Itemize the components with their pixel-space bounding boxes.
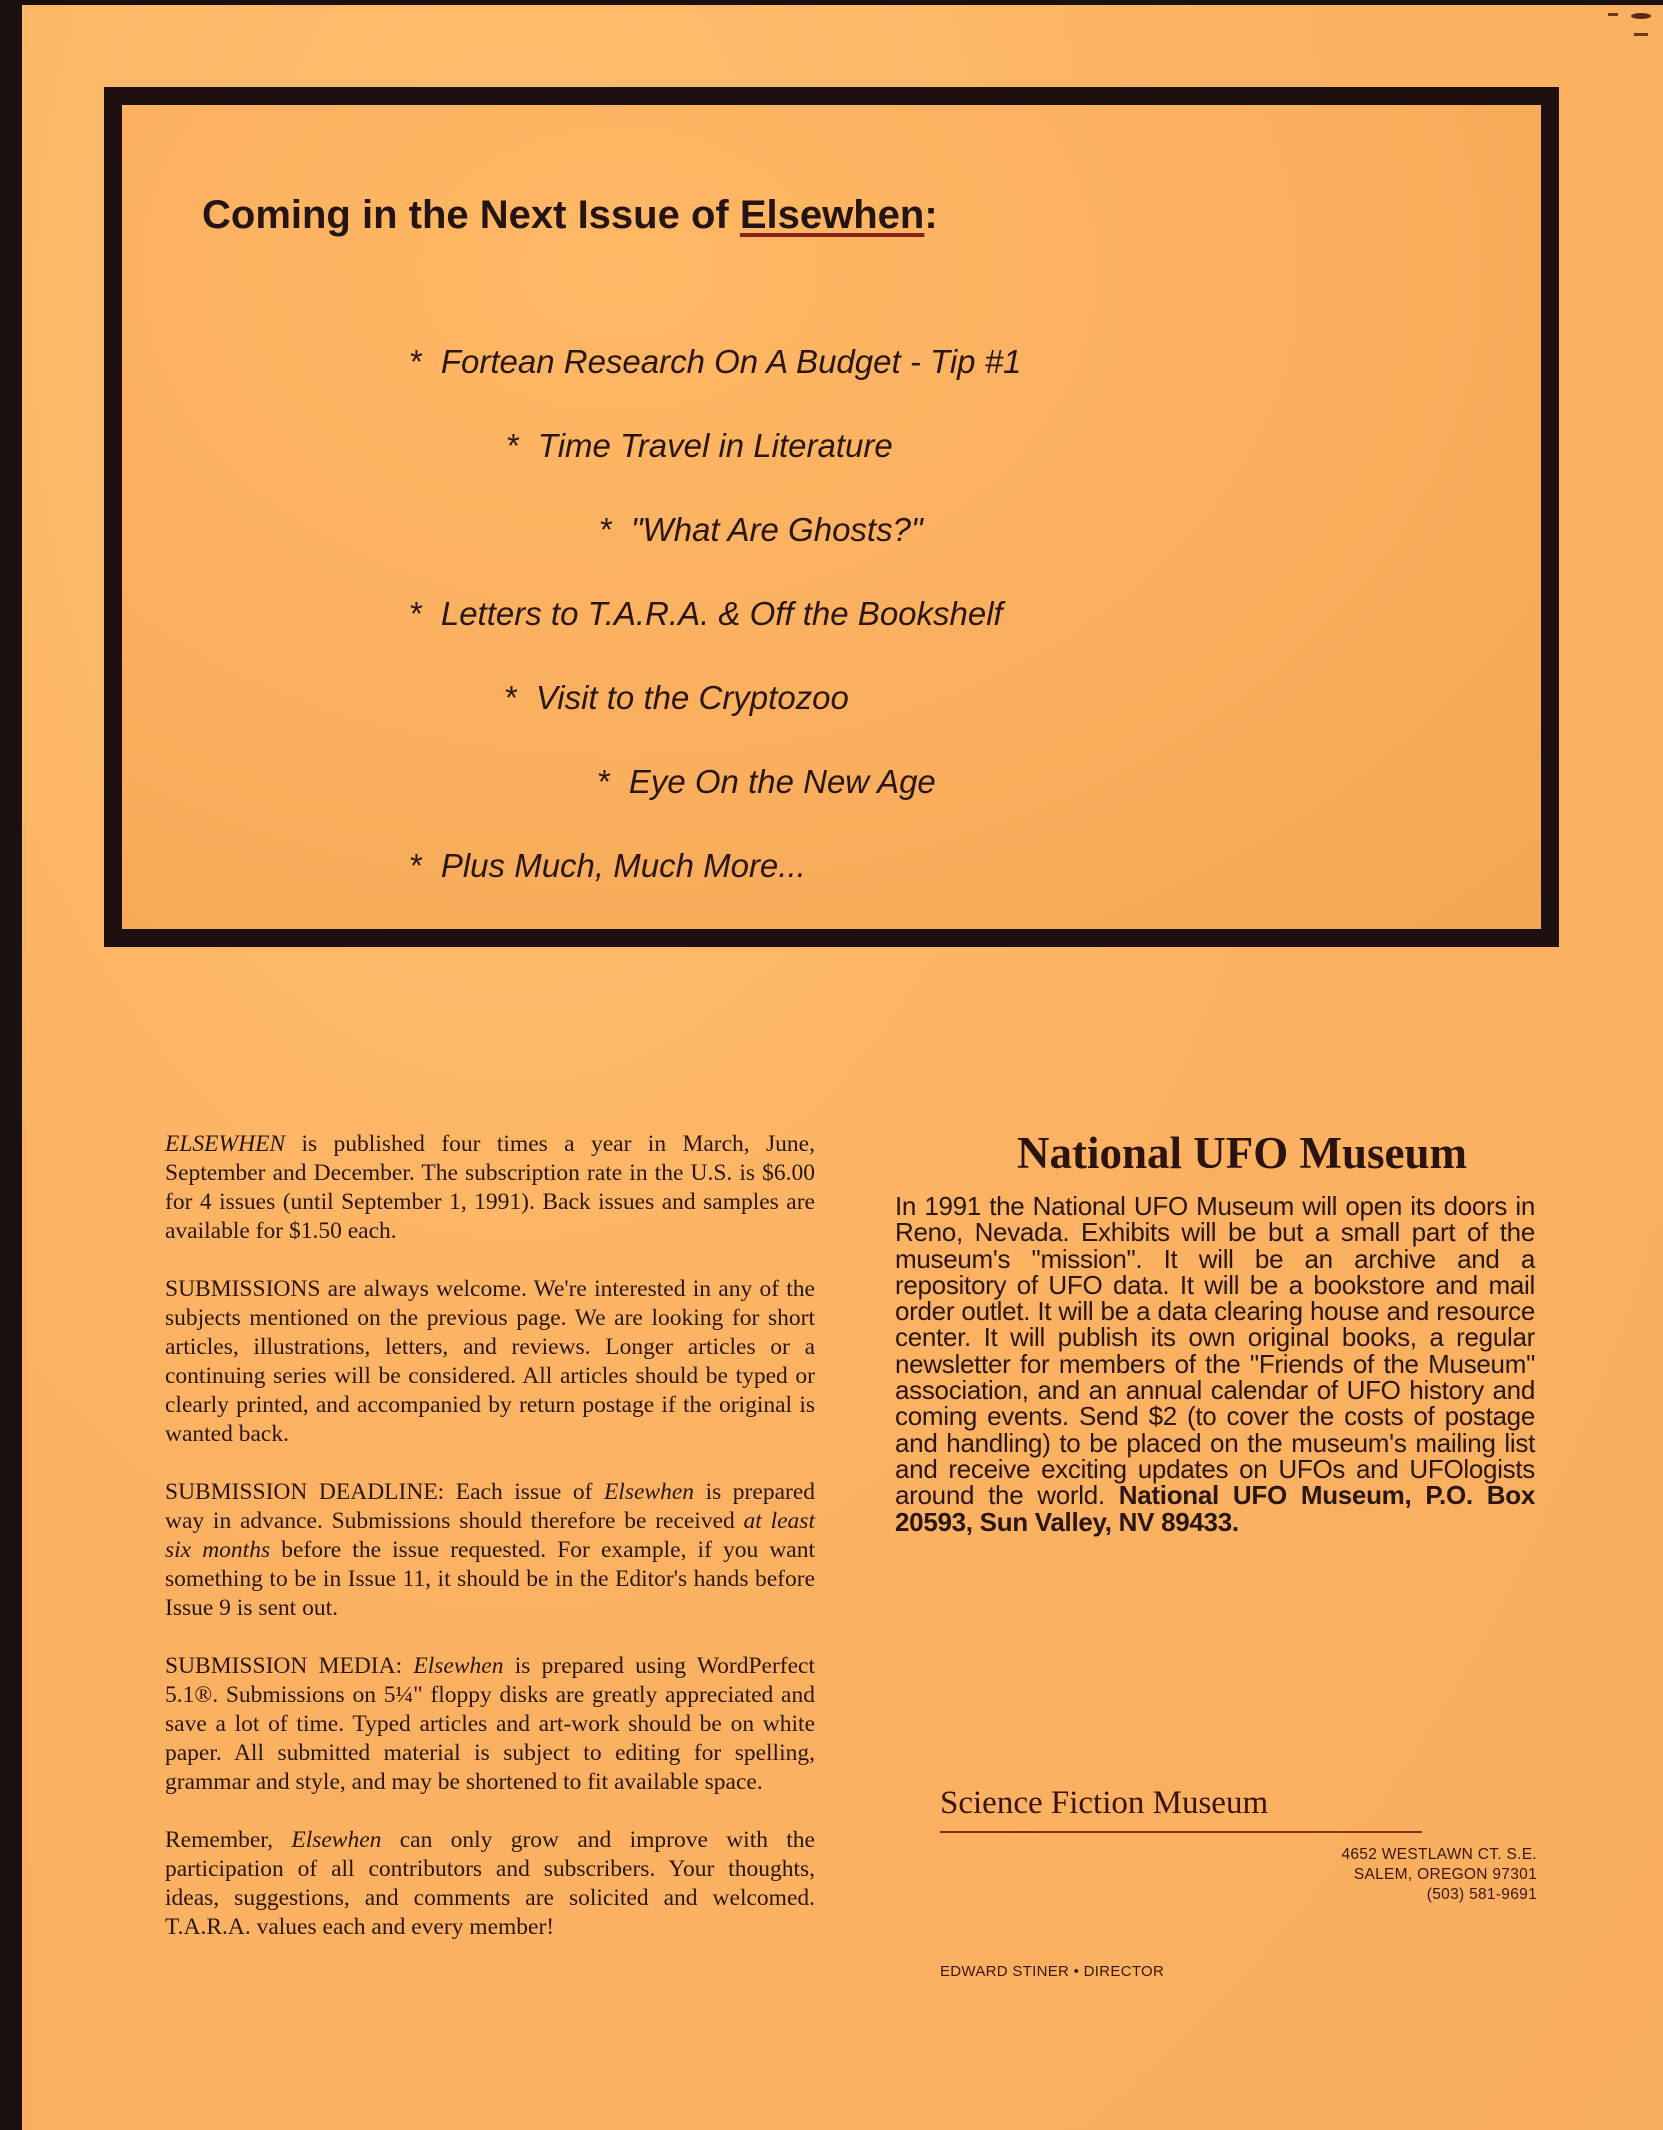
item-text: Time Travel in Literature <box>537 427 893 464</box>
publication-name: Elsewhen <box>603 1479 695 1505</box>
ink-mark <box>1634 33 1648 36</box>
paragraph-text: is prepared using WordPerfect 5.1®. Submissions on 5¼" floppy disks are greatly appreciated and save a lot of time. Typed articles and art-work should be on white paper. All submitted material is subject to editing for spelling, grammar and style, and may be shortened to fit available space. <box>165 1653 815 1795</box>
paragraph-text: can only grow and improve with the participation of all contributors and subscribers. Your thoughts, ideas, suggestions, and comments are solicited and welcomed. T.A.R.A. values each and every member! <box>165 1827 815 1940</box>
item-text: Plus Much, Much More... <box>440 847 806 884</box>
coming-item <box>410 343 1021 381</box>
phone-number: (503) 581-9691 <box>1426 1886 1537 1903</box>
letterhead-divider <box>940 1831 1422 1833</box>
paragraph-text: Remember, <box>165 1827 292 1853</box>
item-text: Letters to T.A.R.A. & Off the Bookshelf <box>440 595 1003 632</box>
bullet-asterisk: * <box>410 847 423 884</box>
bullet-asterisk: * <box>505 679 518 716</box>
publication-name: Elsewhen <box>291 1827 382 1853</box>
ufo-museum-body <box>895 1193 1535 1535</box>
submissions-paragraph: SUBMISSIONS are always welcome. We're interested in any of the subjects mentioned on the previous page. We are looking for short articles, illustrations, letters, and reviews. Longer articles or a continuing series will be considered. All articles should be typed or clearly printed, and accompanied by return postage if the original is wanted back. <box>165 1276 815 1447</box>
publication-name: Elsewhen <box>413 1653 504 1679</box>
bullet-asterisk: * <box>598 763 611 800</box>
media-paragraph <box>165 1652 815 1797</box>
deadline-paragraph <box>165 1478 815 1623</box>
coming-item <box>598 763 936 801</box>
bullet-asterisk: * <box>600 511 613 548</box>
coming-item <box>410 595 1003 633</box>
publication-info-column <box>165 1130 815 1971</box>
paragraph-text: SUBMISSION MEDIA: <box>165 1653 414 1679</box>
paragraph-text: In 1991 the National UFO Museum will open its doors in Reno, Nevada. Exhibits will be but a small part of the museum's "mission". It will be an archive and a repository of UFO data. It will be a bookstore and mail order outlet. It will be a data clearing house and resource center. It will publish its own original books, a regular newsletter for members of the "Friends of the Museum" association, and an annual calendar of UFO history and coming events. Send $2 (to cover the costs of postage and handling) to be placed on the museum's mailing list and receive exciting updates on UFOs and UFOlogists around the world. <box>895 1191 1535 1511</box>
sf-museum-name: Science Fiction Museum <box>940 1785 1269 1821</box>
publication-name: ELSEWHEN <box>165 1131 286 1157</box>
ufo-museum-address: National UFO Museum, P.O. Box 20593, Sun Valley, NV 89433. <box>895 1480 1535 1537</box>
paragraph-text: is published four times a year in March, June, September and December. The subscription rate in the U.S. is $6.00 for 4 issues (until September 1, 1991). Back issues and samples are available for $1.50 each. <box>165 1131 815 1244</box>
address-line: SALEM, OREGON 97301 <box>1353 1866 1537 1883</box>
publication-paragraph <box>165 1130 815 1246</box>
item-text: "What Are Ghosts?" <box>630 511 923 548</box>
bullet-asterisk: * <box>507 427 520 464</box>
sf-museum-director: EDWARD STINER • DIRECTOR <box>940 1963 1165 1980</box>
item-text: Fortean Research On A Budget - Tip #1 <box>440 343 1022 380</box>
bullet-asterisk: * <box>410 595 423 632</box>
item-text: Visit to the Cryptozoo <box>535 679 849 716</box>
publication-name: Elsewhen <box>739 193 925 237</box>
title-suffix: : <box>924 193 938 237</box>
paragraph-text: is prepared way in advance. Submissions should therefore be received <box>165 1479 816 1534</box>
ufo-museum-title: National UFO Museum <box>1017 1128 1467 1178</box>
paragraph-text: before the issue requested. For example, if you want something to be in Issue 11, it should be in the Editor's hands before Issue 9 is sent out. <box>165 1537 816 1621</box>
coming-item <box>410 847 806 885</box>
item-text: Eye On the New Age <box>628 763 936 800</box>
emphasis-text: at least six months <box>165 1508 815 1563</box>
bullet-asterisk: * <box>410 343 423 380</box>
coming-item <box>600 511 923 549</box>
ink-mark <box>1608 13 1618 16</box>
coming-next-box <box>104 87 1559 947</box>
address-line: 4652 WESTLAWN CT. S.E. <box>1341 1846 1537 1863</box>
paragraph-text: SUBMISSION DEADLINE: Each issue of <box>165 1479 604 1505</box>
title-prefix: Coming in the Next Issue of <box>202 193 740 237</box>
newsletter-page <box>22 5 1663 2130</box>
ink-mark <box>1631 13 1651 19</box>
coming-item <box>505 679 849 717</box>
sf-museum-address <box>1182 1845 1537 1905</box>
coming-next-title <box>202 193 938 238</box>
remember-paragraph <box>165 1826 815 1942</box>
coming-item <box>507 427 893 465</box>
